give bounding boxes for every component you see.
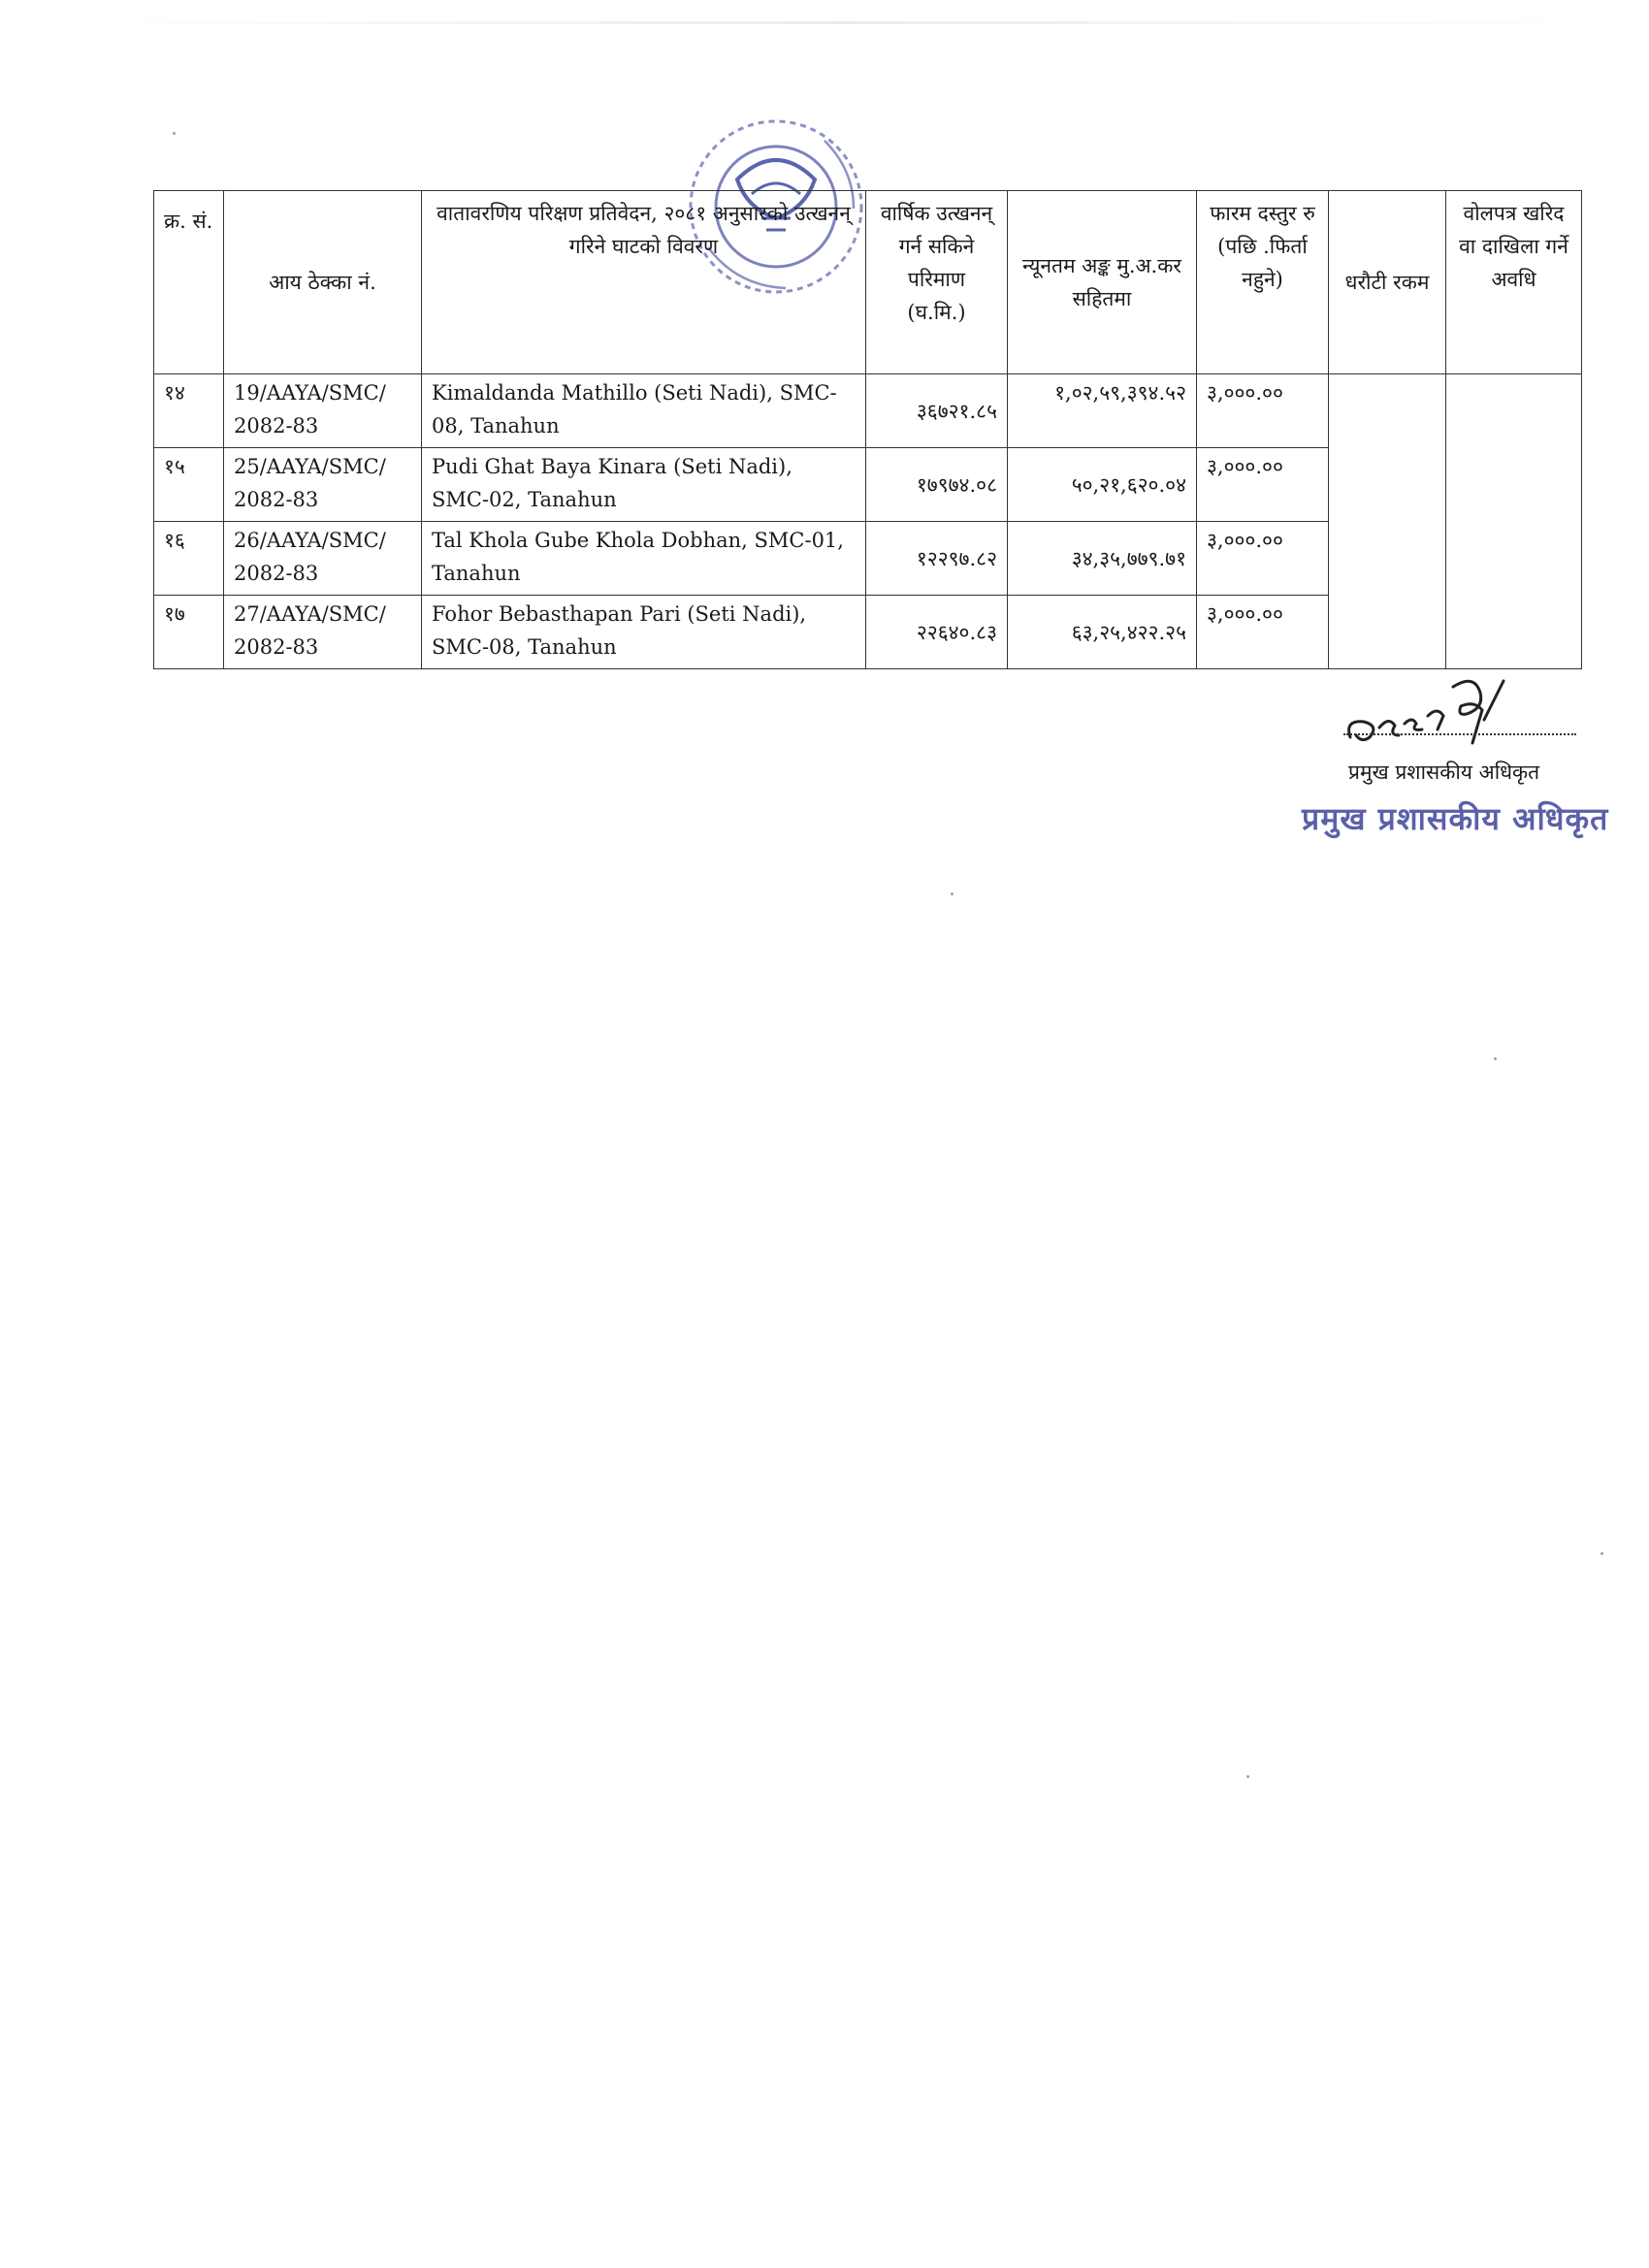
row-fee: ३,०००.०० (1197, 522, 1329, 596)
row-sn: १६ (154, 522, 224, 596)
row-quantity: ३६७२१.८५ (866, 374, 1008, 448)
header-bid-period: वोलपत्र खरिद वा दाखिला गर्ने अवधि (1446, 191, 1582, 374)
row-minimum: ३४,३५,७७९.७१ (1008, 522, 1197, 596)
row-contract-no: 27/AAYA/SMC/ 2082-83 (224, 596, 422, 669)
table-row (154, 374, 1582, 448)
row-quantity: २२६४०.८३ (866, 596, 1008, 669)
scan-edge (78, 21, 1610, 24)
row-sn: १४ (154, 374, 224, 448)
row-minimum: ५०,२१,६२०.०४ (1008, 448, 1197, 522)
row-site: Kimaldanda Mathillo (Seti Nadi), SMC-08, Tanahun (422, 374, 866, 448)
row-quantity: १२२९७.८२ (866, 522, 1008, 596)
signature-line (1343, 733, 1576, 735)
row-minimum: ६३,२५,४२२.२५ (1008, 596, 1197, 669)
row-sn: १५ (154, 448, 224, 522)
row-fee: ३,०००.०० (1197, 448, 1329, 522)
row-site: Tal Khola Gube Khola Dobhan, SMC-01, Tanahun (422, 522, 866, 596)
row-quantity: १७९७४.०८ (866, 448, 1008, 522)
header-sn: क्र. सं. (154, 191, 224, 374)
row-minimum: १,०२,५९,३९४.५२ (1008, 374, 1197, 448)
row-contract-no: 25/AAYA/SMC/ 2082-83 (224, 448, 422, 522)
signatory-title: प्रमुख प्रशासकीय अधिकृत (1348, 761, 1540, 784)
row-contract-no: 26/AAYA/SMC/ 2082-83 (224, 522, 422, 596)
table-header-row (154, 191, 1582, 374)
header-form-fee: फारम दस्तुर रु (पछि .फिर्ता नहुने) (1197, 191, 1329, 374)
header-site-description: वातावरणिय परिक्षण प्रतिवेदन, २०८१ अनुसारको उत्खनन् गरिने घाटको विवरण (422, 191, 866, 374)
header-minimum-amount: न्यूनतम अङ्क मु.अ.कर सहितमा (1008, 191, 1197, 374)
row-site: Pudi Ghat Baya Kinara (Seti Nadi), SMC-02, Tanahun (422, 448, 866, 522)
signatory-stamp: प्रमुख प्रशासकीय अधिकृत (1302, 800, 1609, 837)
handwritten-signature-icon (1339, 669, 1533, 761)
row-fee: ३,०००.०० (1197, 374, 1329, 448)
scan-speck (951, 892, 954, 895)
scan-speck (173, 132, 176, 135)
header-annual-quantity: वार्षिक उत्खनन् गर्न सकिने परिमाण (घ.मि.) (866, 191, 1008, 374)
row-site: Fohor Bebasthapan Pari (Seti Nadi), SMC-08, Tanahun (422, 596, 866, 669)
row-fee: ३,०००.०० (1197, 596, 1329, 669)
deposit-cell (1329, 374, 1446, 669)
scan-speck (1246, 1775, 1249, 1778)
header-deposit-amount: धरौटी रकम (1329, 191, 1446, 374)
row-contract-no: 19/AAYA/SMC/ 2082-83 (224, 374, 422, 448)
tender-table (153, 190, 1582, 669)
scan-speck (1600, 1552, 1603, 1555)
header-contract-no: आय ठेक्का नं. (224, 191, 422, 374)
scan-speck (1494, 1057, 1497, 1060)
bid-period-cell (1446, 374, 1582, 669)
row-sn: १७ (154, 596, 224, 669)
